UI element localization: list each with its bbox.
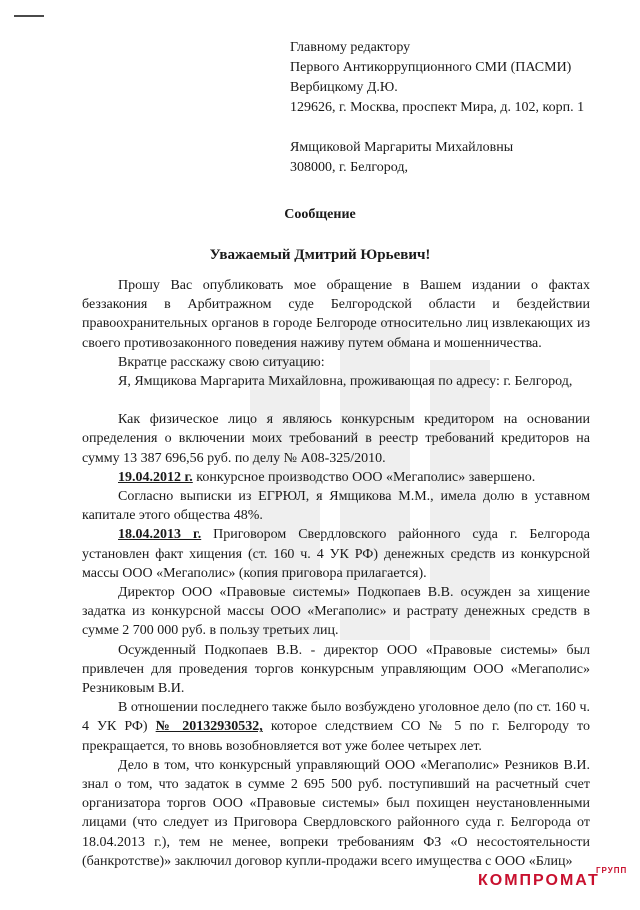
date-2013: 18.04.2013 г. bbox=[118, 527, 202, 543]
address-block bbox=[290, 38, 584, 178]
paragraph-identity: Я, Ямщикова Маргарита Михайловна, проживающая по адресу: г. Белгород, bbox=[118, 374, 573, 390]
paragraph-director: Директор ООО «Правовые системы» Подкопаев В.В. осужден за хищение задатка из конкурсной массы ООО «Мегаполис» и растрату денежных средств в сумме 2 700 000 руб. в пользу третьих лиц. bbox=[82, 585, 590, 639]
creditor-text: Как физическое лицо я являюсь конкурсным кредитором на основании определения о включении моих требований в реестр требований кредиторов на сумму 13 387 696,56 руб. по делу № А08-325/2010. bbox=[82, 412, 590, 466]
paragraph-criminal-case bbox=[82, 698, 590, 756]
recipient-line-3: Вербицкому Д.Ю. bbox=[290, 80, 398, 95]
bankruptcy-end-text: конкурсное производство ООО «Мегаполис» завершено. bbox=[192, 469, 536, 485]
paragraph-intro: Вкратце расскажу свою ситуацию: bbox=[118, 354, 325, 370]
date-2012: 19.04.2012 г. bbox=[118, 469, 193, 485]
paragraph-deposit: Дело в том, что конкурсный управляющий ООО «Мегаполис» Резников В.И. знал о том, что задаток в сумме 2 695 500 руб. поступивший на расчетный счет организатора торгов ООО «Правовые системы» был похищен неустановленными лицами (что следует из Приговора Свердловского районного суда г. Белгорода от 18.04.2013 г.), тем не менее, вопреки требованиям ФЗ «О несостоятельности (банкротстве)» заключил договор купли-продажи всего имущества с ООО «Блиц» bbox=[82, 757, 590, 869]
sender-name: Ямщиковой Маргариты Михайловны bbox=[290, 140, 514, 155]
corner-mark bbox=[14, 15, 44, 17]
salutation: Уважаемый Дмитрий Юрьевич! bbox=[209, 247, 431, 263]
paragraph-bankruptcy-end bbox=[82, 468, 590, 487]
criminal-case-text-b: которое следствием СО № 5 по г. Белгороду то прекращается, то вновь возобновляется вот уже более четырех лет. bbox=[82, 719, 590, 754]
paragraph-share: Согласно выписки из ЕГРЮЛ, я Ямщикова М.М., имела долю в уставном капитале этого общества 48%. bbox=[82, 489, 590, 524]
verdict-text: Приговором Свердловского районного суда г. Белгорода установлен факт хищения (ст. 160 ч. 4 УК РФ) денежных средств из конкурсной массы ООО «Мегаполис» (копия приговора прилагается). bbox=[82, 527, 590, 581]
letter-body bbox=[82, 276, 590, 871]
paragraph-convicted: Осужденный Подкопаев В.В. - директор ООО «Правовые системы» был привлечен для проведения торгов конкурсным управляющим ООО «Мегаполис» Резниковым В.И. bbox=[82, 642, 590, 697]
paragraph-verdict bbox=[82, 525, 590, 583]
case-number: № 20132930532, bbox=[155, 719, 263, 735]
criminal-case-text-a: В отношении последнего также было возбуждено уголовное дело (по ст. 160 ч. 4 УК РФ) bbox=[82, 700, 590, 735]
brand-watermark-sup: ГРУПП bbox=[596, 866, 628, 875]
paragraph-creditor bbox=[82, 410, 590, 468]
document-title: Сообщение bbox=[284, 207, 356, 222]
recipient-address: 129626, г. Москва, проспект Мира, д. 102, корп. 1 bbox=[290, 100, 585, 115]
recipient-line-1: Главному редактору bbox=[290, 40, 411, 55]
brand-watermark: КОМПРОМАТ bbox=[478, 872, 600, 889]
paragraph-request: Прошу Вас опубликовать мое обращение в Вашем издании о фактах беззакония в Арбитражном суде Белгородской области и бездействии правоохранительных органов в городе Белгороде относительно лиц извлекающих из своего противозаконного поведения наживу путем обмана и мошенничества. bbox=[82, 278, 590, 351]
sender-address: 308000, г. Белгород, bbox=[290, 160, 409, 175]
recipient-line-2: Первого Антикоррупционного СМИ (ПАСМИ) bbox=[290, 60, 572, 75]
